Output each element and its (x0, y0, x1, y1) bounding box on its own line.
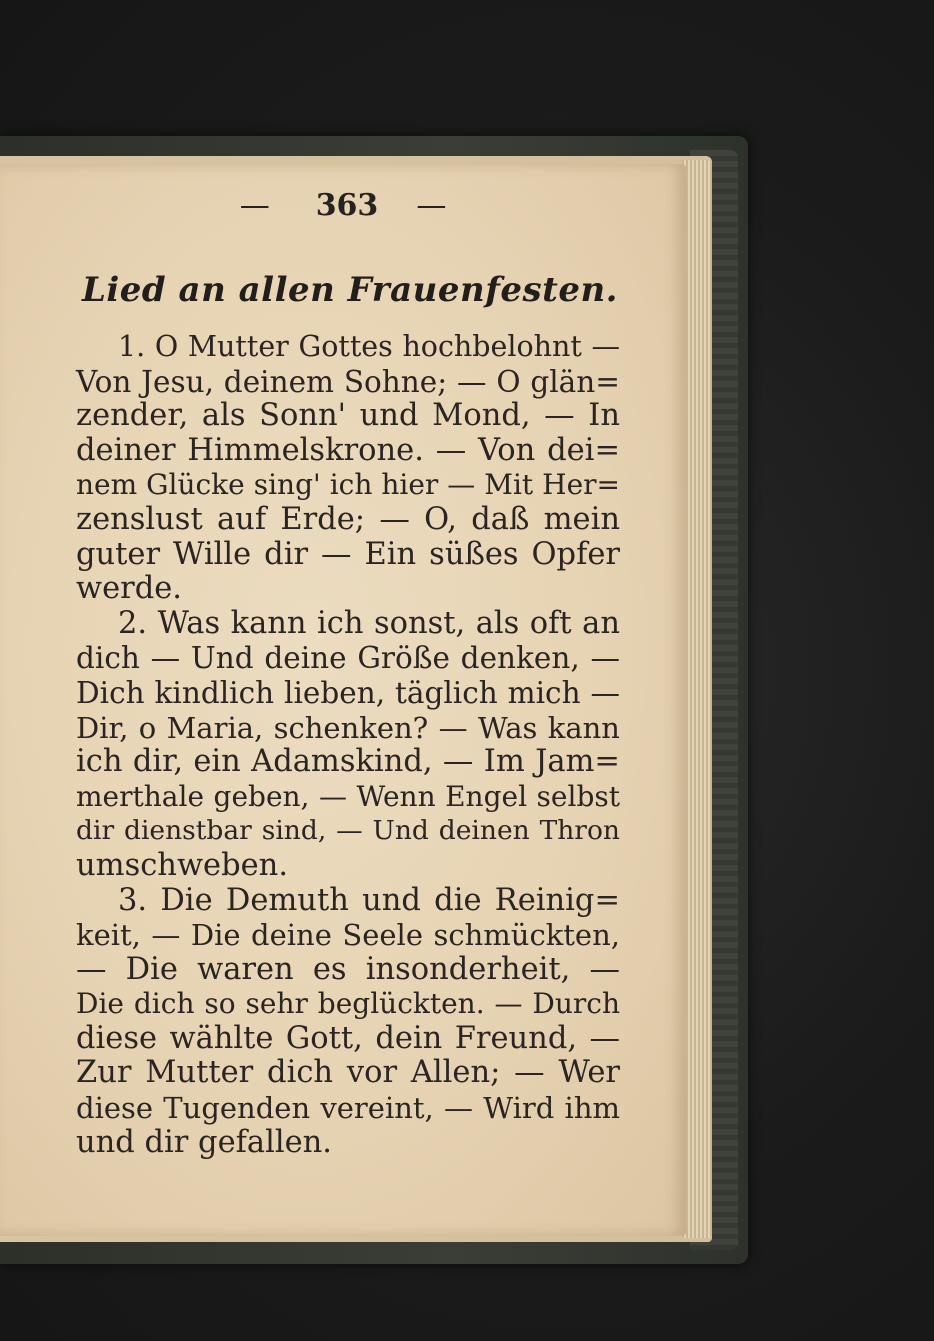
verses-block (76, 330, 620, 1160)
header-dash-left: — (239, 188, 270, 223)
header-dash-right: — (416, 188, 447, 223)
verse-line: Dir, o Maria, schenken? — Was kann (76, 710, 620, 745)
verse-line: werde. (76, 571, 183, 607)
verse-line: dir dienstbar sind, — Und deinen Thron (76, 815, 620, 847)
verse-line: zenslust auf Erde; — O, daß mein (76, 501, 620, 537)
verse-line: diese Tugenden vereint, — Wird ihm (76, 1091, 620, 1126)
verse-line: diese wählte Gott, dein Freund, — (76, 1020, 620, 1056)
verse-line: zender, als Sonn' und Mond, — In (76, 398, 620, 434)
verse-line: Die dich so sehr beglückten. — Durch (76, 987, 620, 1021)
verse-line: merthale geben, — Wenn Engel selbst (76, 779, 620, 813)
verse-line: — Die waren es insonderheit, — (76, 951, 620, 987)
verse-line: umschweben. (76, 847, 289, 883)
verse-line: 2. Was kann ich sonst, als oft an (118, 605, 620, 641)
verse-line: dich — Und deine Größe denken, — (76, 641, 620, 676)
verse-line: deiner Himmelskrone. — Von dei= (76, 432, 620, 468)
page-header (0, 188, 686, 223)
verse-line: 3. Die Demuth und die Reinig= (118, 882, 620, 918)
verse-2 (76, 607, 620, 884)
verse-line: guter Wille dir — Ein süßes Opfer (76, 536, 620, 572)
verse-1 (76, 330, 620, 607)
verse-line: Dich kindlich lieben, täglich mich — (76, 675, 620, 710)
verse-line: 1. O Mutter Gottes hochbelohnt — (118, 330, 620, 363)
verse-line: keit, — Die deine Seele schmückten, (76, 918, 620, 953)
verse-line: Zur Mutter dich vor Allen; — Wer (76, 1055, 620, 1091)
song-title: Lied an allen Frauenfesten. (81, 270, 619, 310)
verse-3 (76, 884, 620, 1161)
verse-line: ich dir, ein Adamskind, — Im Jam= (76, 744, 620, 780)
verse-line: Von Jesu, deinem Sohne; — O glän= (76, 364, 620, 399)
page-number: 363 (315, 188, 379, 223)
verse-line: nem Glücke sing' ich hier — Mit Her= (76, 468, 620, 502)
verse-line: und dir gefallen. (76, 1124, 333, 1160)
